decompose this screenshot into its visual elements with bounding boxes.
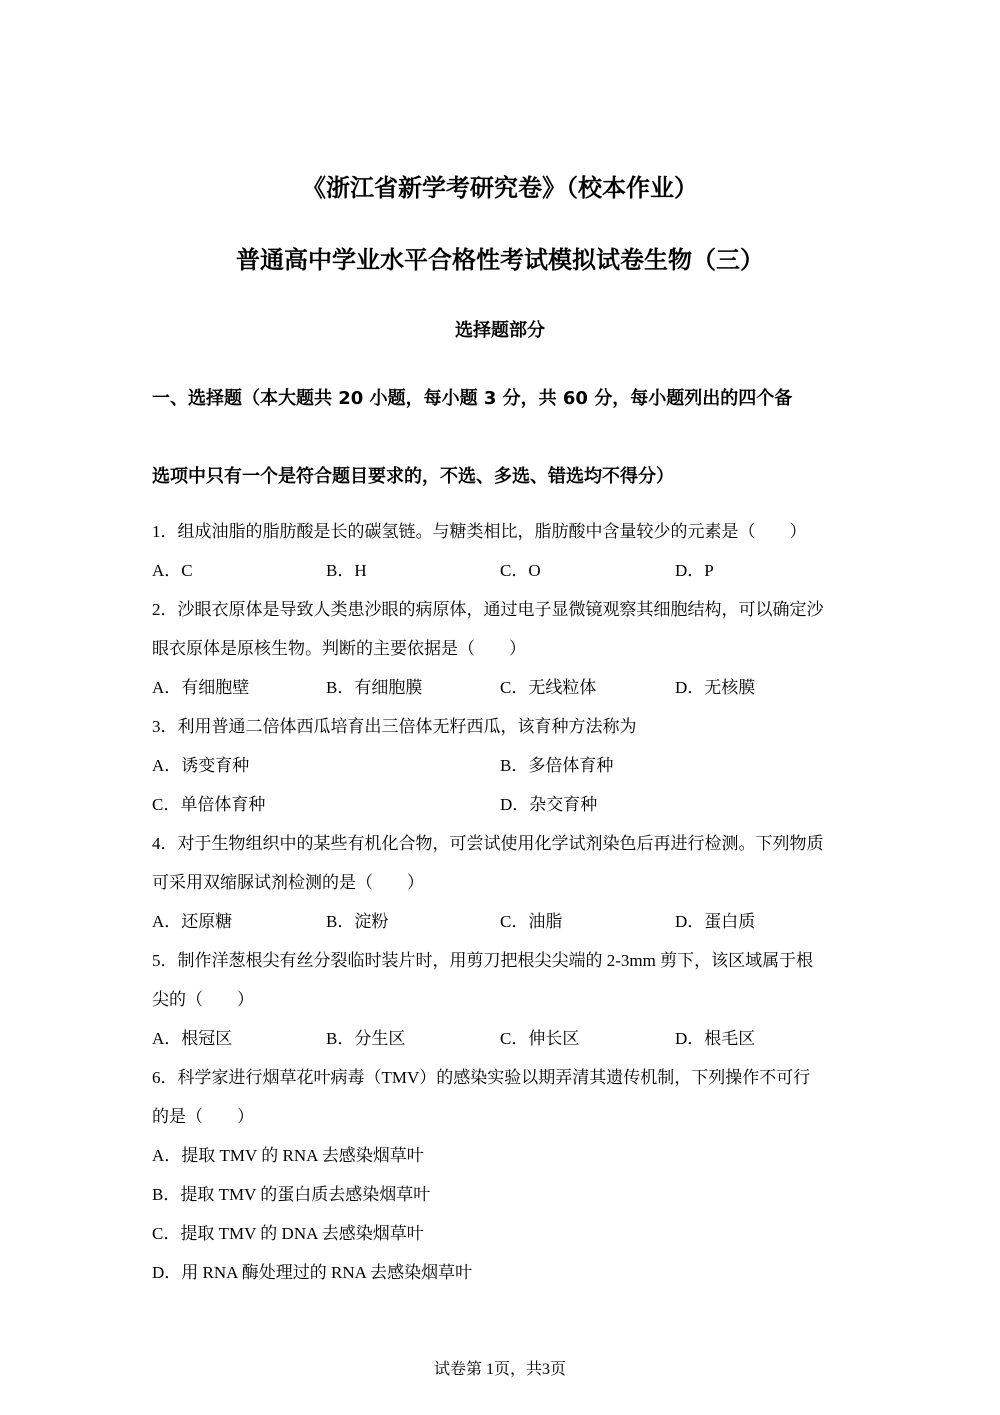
question-6-stem: 6．科学家进行烟草花叶病毒（TMV）的感染实验以期弄清其遗传机制，下列操作不可行 <box>152 1068 811 1087</box>
question-4-option-b: B．淀粉 <box>326 912 389 931</box>
question-6-stem-cont: 的是（ ） <box>152 1107 254 1126</box>
question-6-option-b: B．提取 TMV 的蛋白质去感染烟草叶 <box>152 1185 431 1204</box>
question-5-option-b: B．分生区 <box>326 1029 406 1048</box>
question-5-option-a: A．根冠区 <box>152 1029 233 1048</box>
section-instructions-line1: 一、选择题（本大题共 20 小题，每小题 3 分，共 60 分，每小题列出的四个备 <box>152 388 793 409</box>
question-1-option-b: B．H <box>326 561 367 580</box>
section-instructions-line2: 选项中只有一个是符合题目要求的，不选、多选、错选均不得分） <box>152 466 674 487</box>
question-4-stem-cont: 可采用双缩脲试剂检测的是（ ） <box>152 873 424 892</box>
question-5-option-d: D．根毛区 <box>675 1029 756 1048</box>
question-2-stem: 2．沙眼衣原体是导致人类患沙眼的病原体，通过电子显微镜观察其细胞结构，可以确定沙 <box>152 600 824 619</box>
question-1-option-a: A．C <box>152 561 193 580</box>
question-2-option-b: B．有细胞膜 <box>326 678 423 697</box>
question-2-option-d: D．无核膜 <box>675 678 756 697</box>
question-2-option-a: A．有细胞壁 <box>152 678 250 697</box>
question-4-option-d: D．蛋白质 <box>675 912 756 931</box>
question-4-option-a: A．还原糖 <box>152 912 233 931</box>
exam-title: 《浙江省新学考研究卷》（校本作业） <box>302 174 698 202</box>
question-6-option-d: D．用 RNA 酶处理过的 RNA 去感染烟草叶 <box>152 1263 473 1282</box>
question-6-option-a: A．提取 TMV 的 RNA 去感染烟草叶 <box>152 1146 424 1165</box>
question-1-stem: 1．组成油脂的脂肪酸是长的碳氢链。与糖类相比，脂肪酸中含量较少的元素是（ ） <box>152 522 807 541</box>
exam-subtitle: 普通高中学业水平合格性考试模拟试卷生物（三） <box>236 246 764 274</box>
question-3-option-d: D．杂交育种 <box>500 795 598 814</box>
question-1-option-d: D．P <box>675 561 714 580</box>
question-3-option-c: C．单倍体育种 <box>152 795 266 814</box>
question-3-stem: 3．利用普通二倍体西瓜培育出三倍体无籽西瓜，该育种方法称为 <box>152 717 637 736</box>
question-2-option-c: C．无线粒体 <box>500 678 597 697</box>
question-1-option-c: C．O <box>500 561 541 580</box>
question-5-stem-cont: 尖的（ ） <box>152 990 254 1009</box>
question-5-option-c: C．伸长区 <box>500 1029 580 1048</box>
part-heading: 选择题部分 <box>455 320 545 341</box>
question-3-option-b: B．多倍体育种 <box>500 756 614 775</box>
question-4-option-c: C．油脂 <box>500 912 563 931</box>
page-footer: 试卷第 1页，共3页 <box>433 1361 566 1378</box>
question-3-option-a: A．诱变育种 <box>152 756 250 775</box>
question-5-stem: 5．制作洋葱根尖有丝分裂临时装片时，用剪刀把根尖尖端的 2-3mm 剪下，该区域属于根 <box>152 951 814 970</box>
question-4-stem: 4．对于生物组织中的某些有机化合物，可尝试使用化学试剂染色后再进行检测。下列物质 <box>152 834 824 853</box>
question-2-stem-cont: 眼衣原体是原核生物。判断的主要依据是（ ） <box>152 639 526 658</box>
question-6-option-c: C．提取 TMV 的 DNA 去感染烟草叶 <box>152 1224 424 1243</box>
